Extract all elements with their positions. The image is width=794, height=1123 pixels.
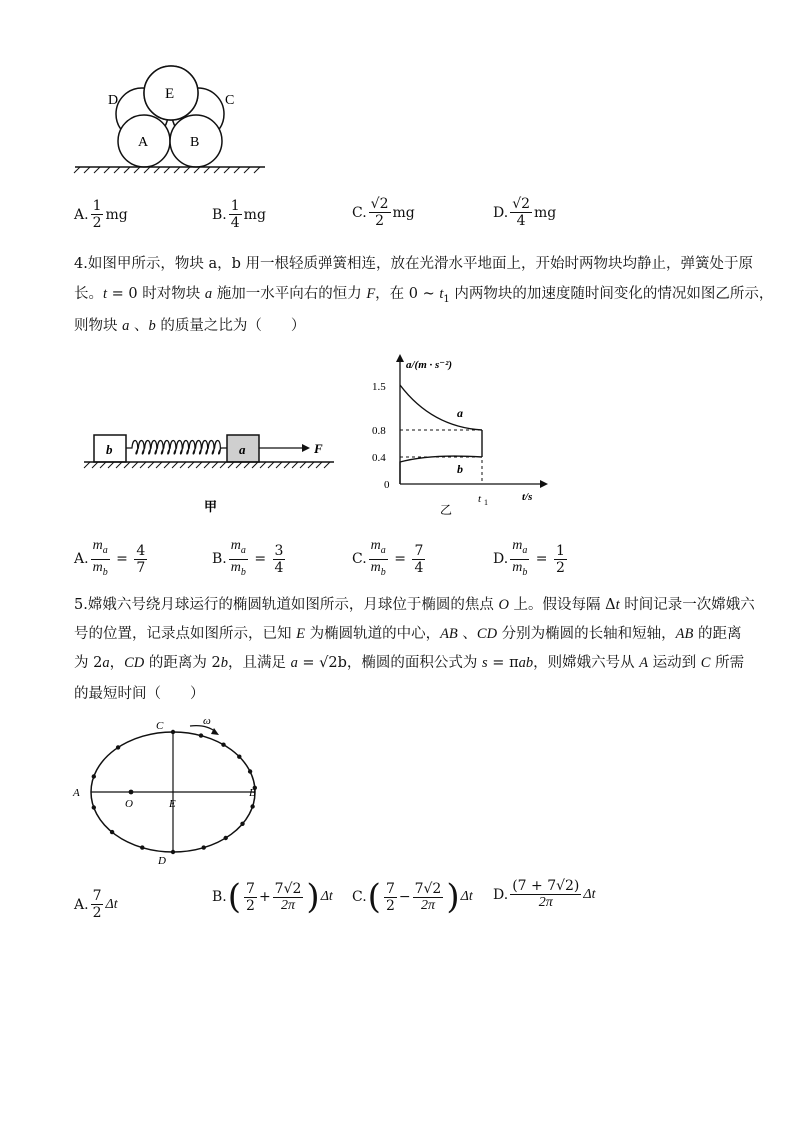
fraction: $\frac{1}{4}$ xyxy=(230,198,240,231)
label-b: B xyxy=(190,135,200,150)
record-point xyxy=(224,836,228,840)
tick-0-4: 0.4 xyxy=(372,452,386,464)
spring xyxy=(126,441,227,455)
ground-hatch xyxy=(74,167,260,173)
fraction: $\frac{1}{2}$ xyxy=(555,542,565,576)
label-c: C xyxy=(225,93,235,108)
q3-option-d[interactable]: D. $\frac{√2}{4}$ mg xyxy=(493,196,557,229)
record-point xyxy=(116,745,120,749)
fraction: $\frac{4}{7}$ xyxy=(136,542,146,576)
point-a-label: A xyxy=(73,787,80,799)
curve-b xyxy=(400,456,482,484)
record-point xyxy=(199,733,203,737)
label-d: D xyxy=(108,93,119,108)
record-point xyxy=(248,769,252,773)
point-o-label: O xyxy=(125,798,133,810)
caption-jia: 甲 xyxy=(204,499,218,514)
curve-b-label: b xyxy=(457,462,463,476)
curve-a xyxy=(400,385,482,430)
x-axis-label: t/s xyxy=(522,491,533,503)
record-point xyxy=(92,774,96,778)
q5-option-c[interactable]: C. ( $\frac{7}{2}$ − $\frac{7√2}{2\pi}$ ) Δt xyxy=(352,877,473,917)
caption-yi: 乙 xyxy=(440,503,453,517)
mass-ratio: $\frac{m_a}{m_b}$ xyxy=(370,538,386,578)
block-a-label: a xyxy=(239,442,246,457)
x-axis-arrow xyxy=(540,480,548,488)
tick-0-8: 0.8 xyxy=(372,425,386,437)
q5-option-d[interactable]: D. $\frac{(7 + 7√2)}{2\pi}$ Δt xyxy=(493,878,596,910)
q4-option-b[interactable]: B. $\frac{m_a}{m_b}$ = $\frac{3}{4}$ xyxy=(212,538,287,581)
figure-yi-graph xyxy=(360,352,560,522)
force-arrow-head xyxy=(302,444,310,452)
mass-ratio: $\frac{m_a}{m_b}$ xyxy=(230,538,246,578)
q4-line-1: 4.如图甲所示，物块 a，b 用一根轻质弹簧相连，放在光滑水平地面上，开始时两物块均静止，弹簧处于原 xyxy=(74,256,753,272)
record-point xyxy=(110,830,114,834)
fraction: $\frac{√2}{2}$ xyxy=(370,196,389,229)
q4-line-3: 则物块 a 、b 的质量之比为（ ） xyxy=(74,318,306,334)
q3-option-c[interactable]: C. $\frac{√2}{2}$ mg xyxy=(352,196,415,229)
fraction: $\frac{(7 + 7√2)}{2\pi}$ xyxy=(512,878,580,910)
record-point xyxy=(171,730,175,734)
mass-ratio: $\frac{m_a}{m_b}$ xyxy=(92,538,108,578)
ground-hatch xyxy=(84,462,330,468)
y-axis-arrow xyxy=(396,354,404,362)
fraction: $\frac{√2}{4}$ xyxy=(512,196,531,229)
q5-line-4: 的最短时间（ ） xyxy=(74,686,205,702)
curve-a-label: a xyxy=(457,406,463,420)
label-a: A xyxy=(138,135,149,150)
point-b-label: B xyxy=(249,787,256,799)
omega-label: ω xyxy=(203,715,211,727)
record-point xyxy=(171,850,175,854)
fraction: $\frac{1}{2}$ xyxy=(92,198,102,231)
tick-1-5: 1.5 xyxy=(372,381,386,393)
record-point xyxy=(237,755,241,759)
point-d-label: D xyxy=(158,855,166,867)
record-point xyxy=(221,743,225,747)
tick-0: 0 xyxy=(384,479,390,491)
stacked-cylinders-figure xyxy=(70,60,270,180)
t1-label: t xyxy=(478,493,482,505)
fraction: $\frac{7}{2}$ xyxy=(92,888,102,921)
orbit-figure xyxy=(68,712,278,872)
fraction: $\frac{7}{2}$ xyxy=(246,880,255,914)
record-point xyxy=(240,822,244,826)
q4-option-d[interactable]: D. $\frac{m_a}{m_b}$ = $\frac{1}{2}$ xyxy=(493,538,569,581)
point-e-label: E xyxy=(169,798,176,810)
q5-option-b[interactable]: B. ( $\frac{7}{2}$ + $\frac{7√2}{2\pi}$ ) Δt xyxy=(212,877,333,917)
t1-subscript: 1 xyxy=(484,498,488,507)
q4-option-a[interactable]: A. $\frac{m_a}{m_b}$ = $\frac{4}{7}$ xyxy=(74,538,149,581)
point-c-label: C xyxy=(156,720,164,732)
q5-option-a[interactable]: A. $\frac{7}{2}$ Δt xyxy=(74,888,118,921)
q5-line-2: 号的位置，记录点如图所示，已知 E 为椭圆轨道的中心，AB 、CD 分别为椭圆的长轴和短轴，AB 的距离 xyxy=(74,626,742,642)
q5-line-3: 为 2a，CD 的距离为 2b，且满足 a = √2b，椭圆的面积公式为 s = πab，则嫦娥六号从 A 运动到 C 所需 xyxy=(74,655,745,671)
mass-ratio: $\frac{m_a}{m_b}$ xyxy=(512,538,528,578)
block-b-label: b xyxy=(106,442,113,457)
q5-line-1: 5.嫦娥六号绕月球运行的椭圆轨道如图所示，月球位于椭圆的焦点 O 上。假设每隔 Δt 时间记录一次嫦娥六 xyxy=(74,597,755,613)
record-point xyxy=(250,804,254,808)
figure-jia xyxy=(80,425,340,520)
fraction: $\frac{7√2}{2\pi}$ xyxy=(414,880,442,913)
fraction: $\frac{3}{4}$ xyxy=(274,542,284,576)
fraction: $\frac{7}{2}$ xyxy=(385,880,395,914)
record-point xyxy=(140,845,144,849)
q4-option-c[interactable]: C. $\frac{m_a}{m_b}$ = $\frac{7}{4}$ xyxy=(352,538,427,581)
fraction: $\frac{7√2}{2\pi}$ xyxy=(274,880,302,913)
fraction: $\frac{7}{4}$ xyxy=(414,542,424,576)
focus-o xyxy=(129,790,134,795)
record-point xyxy=(202,845,206,849)
record-point xyxy=(92,805,96,809)
q3-option-a[interactable]: A. $\frac{1}{2}$ mg xyxy=(74,198,128,231)
q4-line-2: 长。t = 0 时对物块 a 施加一水平向右的恒力 F，在 0 ~ $t_1$ 内两物块的加速度随时间变化的情况如图乙所示， xyxy=(74,286,774,305)
label-e: E xyxy=(165,86,175,102)
q3-option-b[interactable]: B. $\frac{1}{4}$ mg xyxy=(212,198,266,231)
y-axis-label: a/(m · s⁻²) xyxy=(406,359,453,371)
force-label: F xyxy=(314,441,323,456)
